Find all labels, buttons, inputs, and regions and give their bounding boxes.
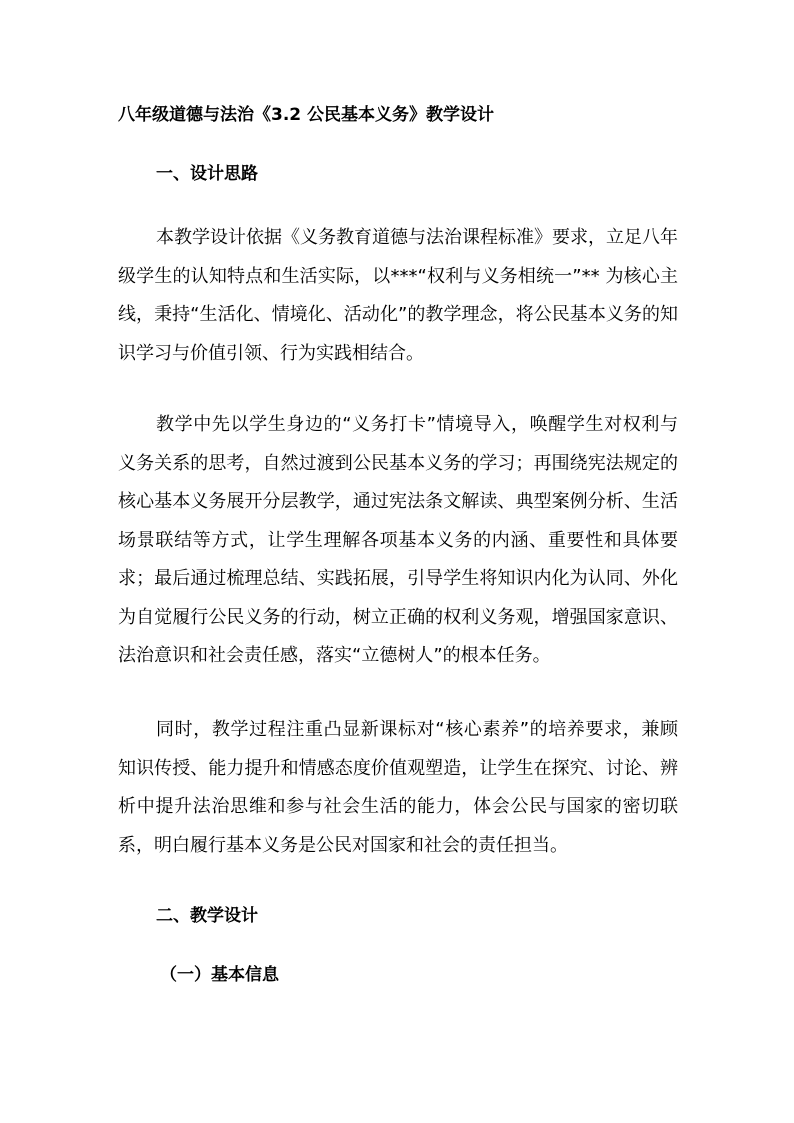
- subsection-heading-basic-info: （一）基本信息: [160, 965, 279, 985]
- paragraph-1: 本教学设计依据《义务教育道德与法治课程标准》要求，立足八年级学生的认知特点和生活实际，以***“权利与义务相统一”** 为核心主线，秉持“生活化、情境化、活动化”的教学理念，将公民基本义务的知识学习与价值引领、行为实践相结合。: [118, 227, 678, 364]
- paragraph-2: 教学中先以学生身边的“义务打卡”情境导入，唤醒学生对权利与义务关系的思考，自然过渡到公民基本义务的学习；再围绕宪法规定的核心基本义务展开分层教学，通过宪法条文解读、典型案例分析、生活场景联结等方式，让学生理解各项基本义务的内涵、重要性和具体要求；最后通过梳理总结、实践拓展，引导学生将知识内化为认同、外化为自觉履行公民义务的行动，树立正确的权利义务观，增强国家意识、法治意识和社会责任感，落实“立德树人”的根本任务。: [118, 414, 678, 666]
- section-heading-design-idea: 一、设计思路: [156, 164, 258, 184]
- paragraph-3: 同时，教学过程注重凸显新课标对“核心素养”的培养要求，兼顾知识传授、能力提升和情感态度价值观塑造，让学生在探究、讨论、辨析中提升法治思维和参与社会生活的能力，体会公民与国家的密切联系，明白履行基本义务是公民对国家和社会的责任担当。: [118, 719, 678, 856]
- document-title: 八年级道德与法治《3.2 公民基本义务》教学设计: [118, 105, 495, 125]
- section-heading-teaching-design: 二、教学设计: [156, 906, 258, 926]
